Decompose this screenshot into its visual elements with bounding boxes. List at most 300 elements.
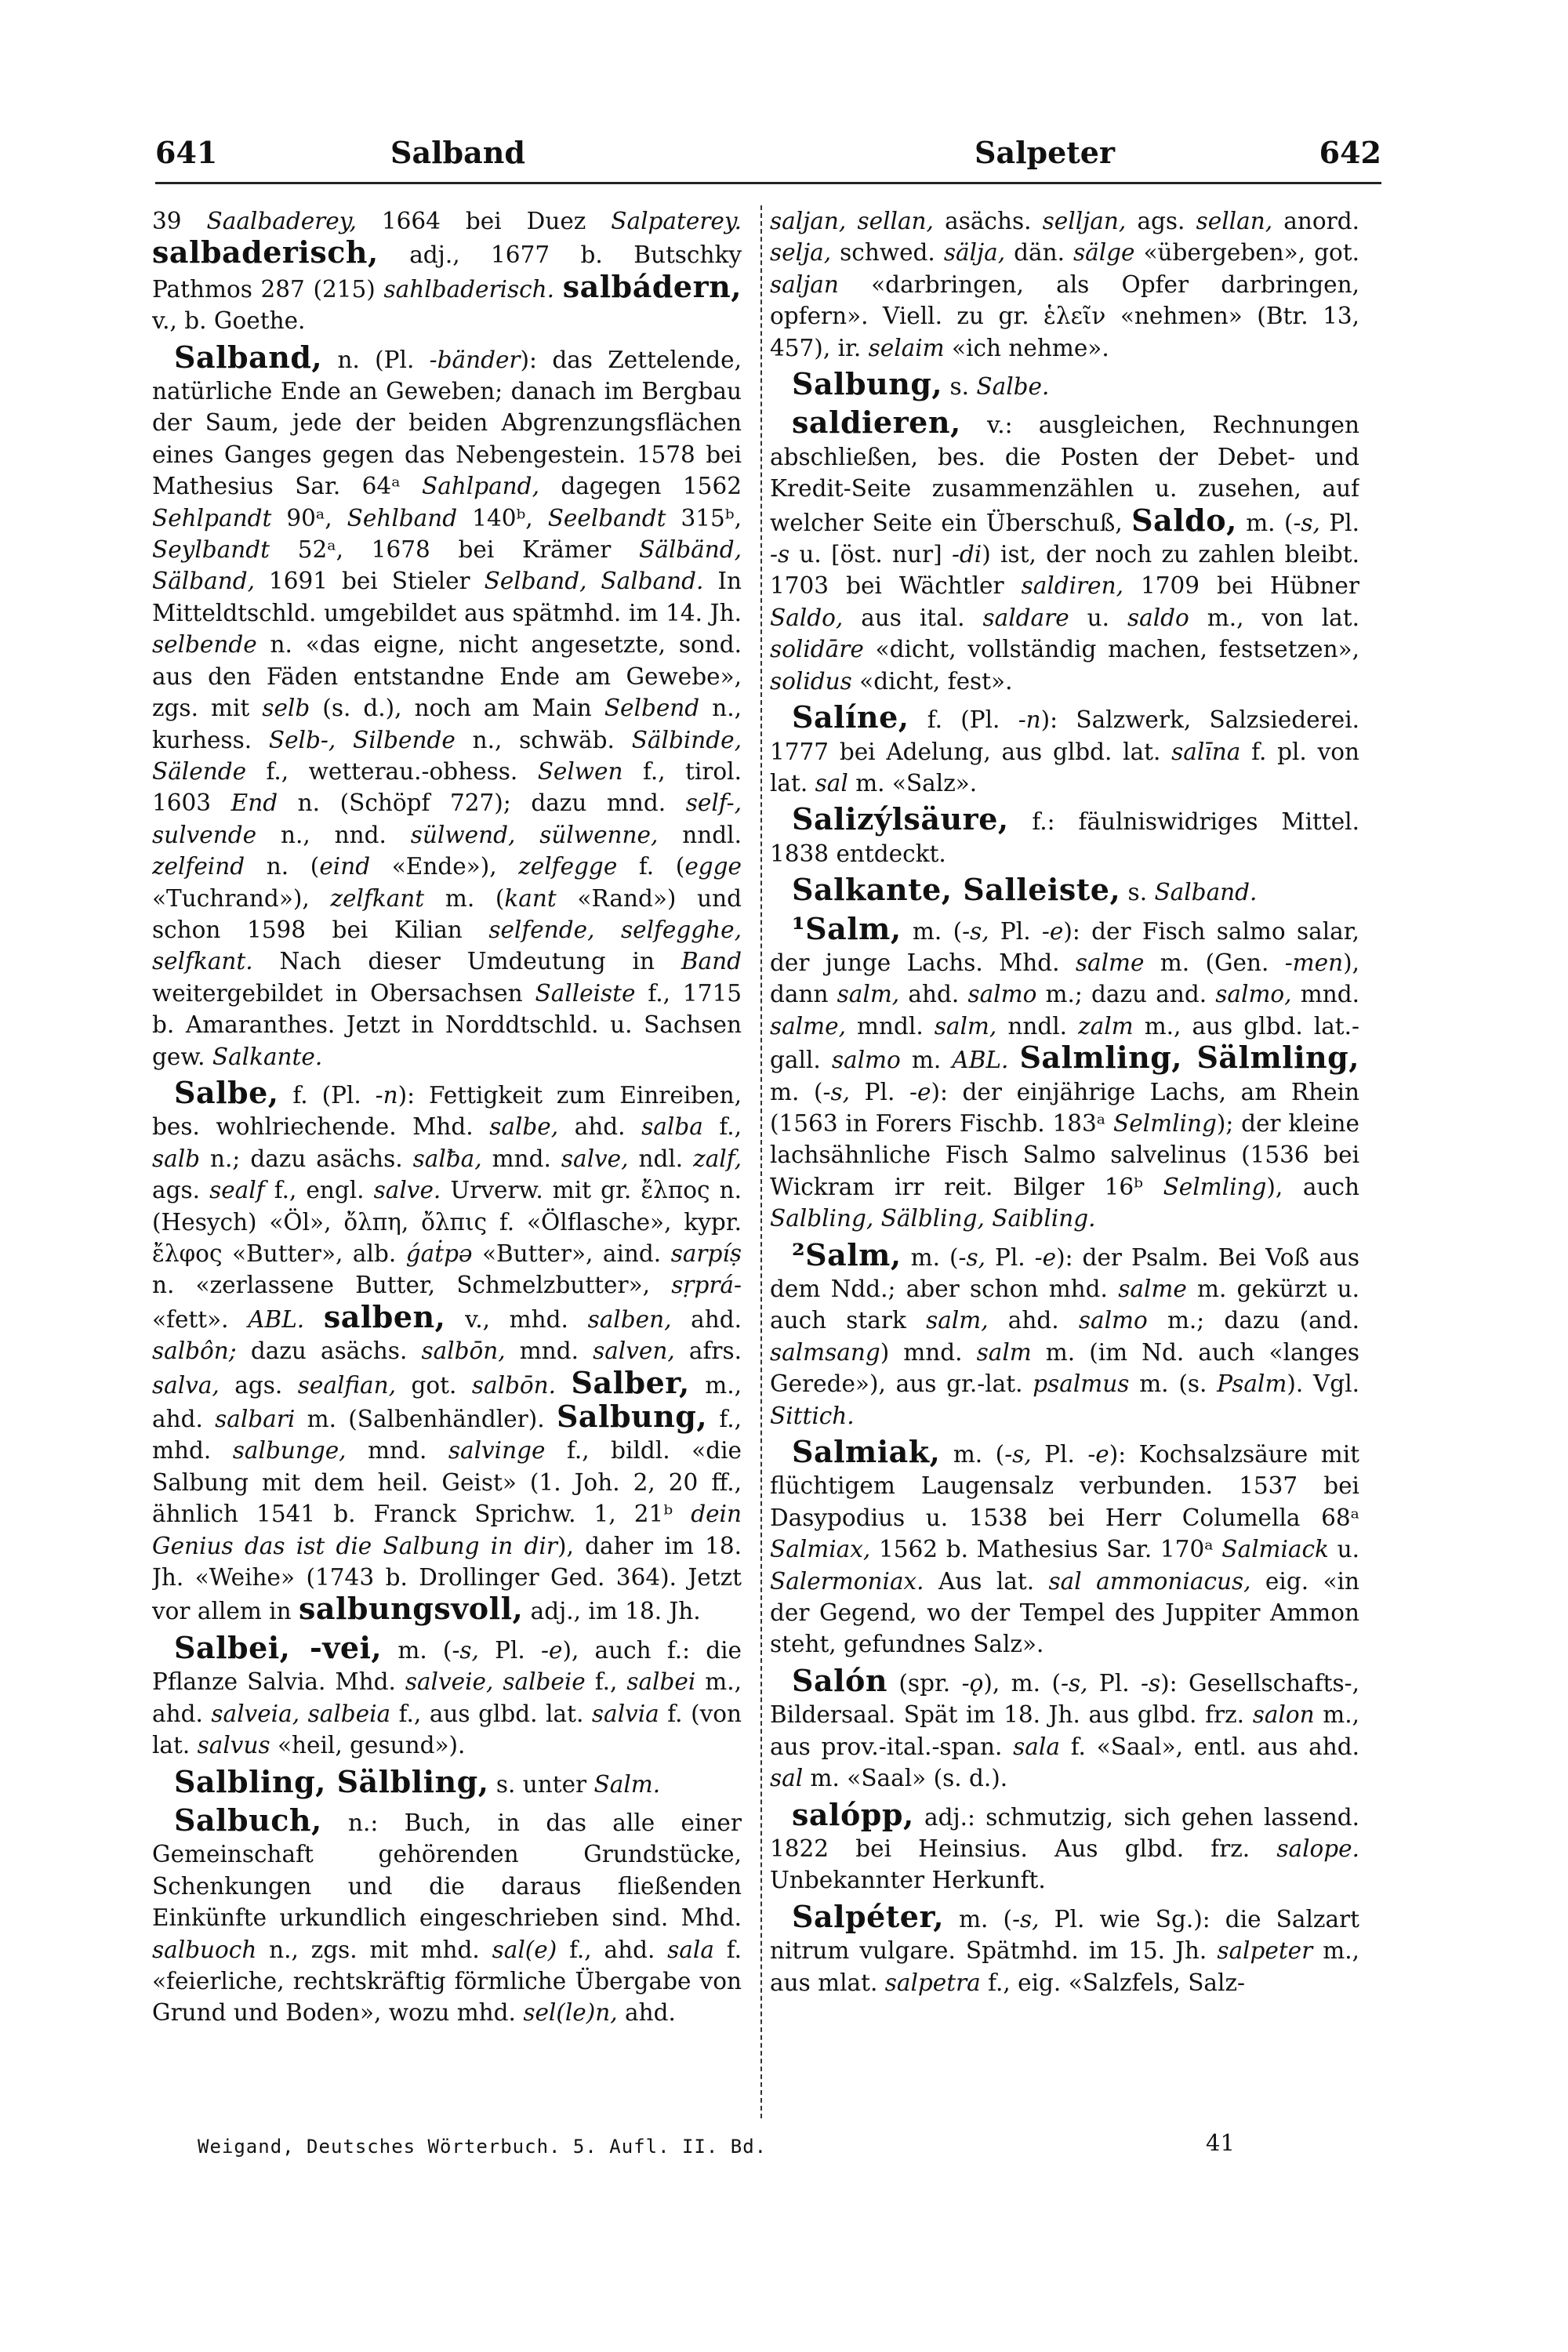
italic-text: salveia, salbeia <box>211 1700 391 1727</box>
italic-text: ǵaṫpə <box>405 1240 473 1267</box>
italic-text: Selmling <box>1113 1109 1217 1137</box>
headword: ¹Salm, <box>792 910 902 946</box>
italic-text: salm, <box>934 1012 997 1040</box>
entry-text: ), m. ( <box>983 1669 1061 1697</box>
italic-text: Selband, Salband. <box>484 568 704 595</box>
entry-text: v., mhd. <box>445 1305 588 1333</box>
dictionary-entry <box>770 1236 1359 1432</box>
headword: Salizýlsäure, <box>792 801 1009 837</box>
entry-text: ags. <box>1126 208 1196 234</box>
italic-text: salpetra <box>884 1969 981 1996</box>
italic-text: salve, <box>561 1145 629 1172</box>
italic-text: salme <box>1075 949 1145 976</box>
headword: Salbling, Sälbling, <box>174 1763 489 1799</box>
italic-text: egge <box>684 853 742 880</box>
dictionary-entry <box>152 1074 742 1628</box>
italic-text: self-, sulvende <box>152 789 742 848</box>
italic-text: kant <box>504 884 557 912</box>
right-page-number: 642 <box>1319 135 1381 170</box>
entry-text <box>1008 1047 1019 1073</box>
entry-text: Nach dieser Umdeutung in <box>252 948 681 975</box>
headword: salbaderisch, <box>152 234 379 270</box>
italic-text: salben, <box>587 1305 672 1333</box>
headword: Saldo, <box>1131 502 1237 538</box>
italic-text: saljan, sellan, <box>770 208 934 234</box>
italic-text: psalmus <box>1033 1370 1130 1398</box>
entry-text: «darbringen, als Opfer darbringen, opfern». Viell. zu gr. ἑλεῖν «nehmen» (Btr. 13, 457), ir. <box>770 270 1359 361</box>
italic-text: salbunge, <box>232 1437 347 1465</box>
italic-text: -s, <box>1060 1669 1088 1697</box>
italic-text: salƀa, <box>412 1145 482 1172</box>
entry-text: Pl. <box>985 1243 1035 1271</box>
italic-text: Psalm <box>1217 1370 1287 1398</box>
entry-text <box>556 1372 571 1399</box>
italic-text: salva, <box>152 1371 220 1399</box>
entry-text: m. <box>900 1047 953 1074</box>
italic-text: Sehlpandt <box>152 504 272 532</box>
entry-text: «Tuchrand»), <box>152 884 331 912</box>
italic-text: Salpaterey. <box>611 208 742 234</box>
entry-text: m., ahd. <box>152 1668 742 1727</box>
headword: Salkante, Salleiste, <box>792 872 1121 908</box>
entry-text: f. (Pl. <box>909 706 1018 734</box>
italic-text: Saalbaderey, <box>206 208 357 234</box>
italic-text: Salbling, Sälbling, Saibling. <box>770 1205 1096 1232</box>
entry-text: ags. <box>152 1177 210 1204</box>
entry-text: m., aus mlat. <box>770 1937 1359 1996</box>
entry-text: «Butter», aind. <box>472 1240 671 1267</box>
entry-text: m. ( <box>901 1243 959 1271</box>
italic-text: salbari <box>215 1406 296 1433</box>
entry-text: n., nnd. <box>256 821 411 848</box>
italic-text: -men <box>1284 949 1344 976</box>
entry-text: n., kurhess. <box>152 695 742 753</box>
entry-text: n. (Pl. <box>322 346 430 373</box>
italic-text: Salmiax, <box>770 1536 871 1563</box>
entry-text: ) ist, der noch zu zahlen bleibt. 1703 bei Wächtler <box>770 541 1359 600</box>
entry-text: Aus lat. <box>924 1567 1049 1595</box>
entry-text: In Mitteldtschld. umgebildet aus spätmhd. im 14. Jh. <box>152 568 742 626</box>
entry-text: Pl. <box>478 1636 541 1664</box>
left-column <box>152 205 742 2130</box>
headword: salben, <box>323 1298 446 1334</box>
italic-text: sṛprá- <box>671 1272 742 1299</box>
italic-text: -s, <box>1012 1905 1040 1933</box>
entry-text: f. ( <box>617 853 685 880</box>
entry-text: f., engl. <box>264 1177 374 1204</box>
entry-text: ); der kleine lachsähnliche Fisch Salmo salvelinus (1536 bei Wickram irr reit. Bilger 16ᵇ <box>770 1109 1359 1200</box>
entry-text: f. pl. von lat. <box>770 738 1359 797</box>
italic-text: ABL. <box>952 1047 1009 1074</box>
entry-text: nndl. <box>658 821 742 848</box>
italic-text: saldiren, <box>1021 572 1123 600</box>
entry-text: s. unter <box>488 1770 594 1798</box>
italic-text: salm <box>976 1338 1032 1366</box>
italic-text: solidus <box>770 667 852 695</box>
right-catchword: Salpeter <box>975 135 1115 170</box>
entry-text: m. ( <box>424 884 505 912</box>
italic-text: Salband. <box>1154 879 1258 906</box>
entry-text: f., aus glbd. lat. <box>390 1700 592 1727</box>
italic-text: salmo, <box>1215 981 1292 1008</box>
italic-text: -n <box>1018 706 1041 734</box>
entry-text: afrs. <box>674 1338 742 1365</box>
italic-text: -e <box>1034 1243 1057 1271</box>
headword: Salón <box>792 1662 887 1698</box>
italic-text: salmo <box>967 981 1037 1008</box>
entry-text: eig. «in der Gegend, wo der Tempel des Juppiter Ammon steht, gefundnes Salz». <box>770 1567 1359 1658</box>
entry-text: m. ( <box>943 1905 1013 1933</box>
italic-text: salb <box>152 1145 201 1172</box>
entry-text: f. (von lat. <box>152 1700 742 1759</box>
italic-text: -e <box>1041 917 1064 945</box>
entry-text: ): Gesellschafts-, Bildersaal. Spät im 18. Jh. aus glbd. frz. <box>770 1669 1359 1729</box>
italic-text: Band <box>681 948 742 975</box>
italic-text: salveie, salbeie <box>405 1668 586 1696</box>
headword: Salbung, <box>792 366 943 402</box>
italic-text: zalm <box>1078 1012 1134 1040</box>
entry-text: 140ᵇ, <box>457 504 548 532</box>
italic-text: Sälbinde, Sälende <box>152 726 742 785</box>
entry-text: n. (Schöpf 727); dazu mnd. <box>278 789 686 817</box>
entry-text: f., 1715 b. Amaranthes. Jetzt in Norddtschld. u. Sachsen gew. <box>152 979 742 1070</box>
entry-text: 1562 b. Mathesius Sar. 170ᵃ <box>870 1536 1222 1563</box>
italic-text: -bänder <box>429 346 521 373</box>
headword: Salbuch, <box>174 1802 322 1838</box>
italic-text: Selwen <box>537 757 623 785</box>
entry-text: 1691 bei Stieler <box>254 568 485 595</box>
entry-text: n.: Buch, in das alle einer Gemeinschaft gehörenden Grundstücke, Schenkungen und die daraus fließenden Einkünfte urkundlich eingeschrieben sind. Mhd. <box>152 1809 742 1932</box>
entry-text: m. (Salbenhändler). <box>295 1406 557 1433</box>
headword: Salbei, -vei, <box>174 1629 383 1665</box>
entry-text: 90ᵃ, <box>271 504 347 532</box>
italic-text: salbuoch <box>152 1936 257 1963</box>
italic-text: -s, <box>962 917 989 945</box>
headword: salbungsvoll, <box>298 1591 524 1627</box>
italic-text: Salleiste <box>535 979 636 1007</box>
entry-text: u. <box>1069 604 1127 631</box>
dictionary-entry <box>152 1802 742 2029</box>
italic-text: selja, <box>770 239 832 267</box>
entry-text: ), auch <box>1266 1173 1359 1200</box>
entry-text: m., ahd. <box>152 1371 742 1433</box>
italic-text: salm, <box>926 1307 989 1334</box>
headword: ²Salm, <box>792 1236 902 1272</box>
entry-text: v.: ausgleichen, Rechnungen abschließen, bes. die Posten der Debet- und Kredit-Seite zusammenzählen u. zusehen, auf welcher Seite ein Überschuß, <box>770 412 1359 536</box>
italic-text: saljan <box>770 270 839 298</box>
italic-text: -s, <box>1004 1441 1032 1468</box>
dictionary-entry <box>770 910 1359 1235</box>
italic-text: sal ammoniacus, <box>1048 1567 1251 1595</box>
italic-text: Salermoniax. <box>770 1567 924 1595</box>
italic-text: Selmling <box>1163 1173 1267 1200</box>
entry-text: Pl. <box>1319 509 1359 536</box>
entry-text: «heil, gesund»). <box>270 1732 466 1759</box>
italic-text: Selb-, Silbende <box>268 726 456 753</box>
entry-text: ), daher im 18. Jh. «Weihe» (1743 b. Drollinger Ged. 364). Jetzt vor allem in <box>152 1532 742 1625</box>
italic-text: zelfegge <box>518 853 618 880</box>
entry-text: m. ( <box>1236 509 1294 536</box>
italic-text: -e <box>1087 1441 1109 1468</box>
dictionary-entry <box>770 1898 1359 1998</box>
entry-text: m. gekürzt u. auch stark <box>770 1276 1359 1334</box>
italic-text: salme, <box>770 1012 846 1040</box>
italic-text: salvinge <box>448 1437 546 1465</box>
entry-text: dazu asächs. <box>236 1338 422 1365</box>
entry-text: (spr. <box>887 1669 962 1697</box>
entry-text: Unbekannter Herkunft. <box>770 1867 1046 1894</box>
entry-text: m. «Salz». <box>848 769 978 797</box>
entry-text: ahd. <box>558 1113 642 1141</box>
italic-text: Sahlpand, <box>421 473 539 500</box>
entry-text: mnd. <box>1291 981 1359 1008</box>
italic-text: salmo <box>831 1047 901 1074</box>
headword: Salband, <box>174 339 323 375</box>
headword: Salbe, <box>174 1074 279 1110</box>
entry-text: f., tirol. 1603 <box>152 757 742 817</box>
italic-text: Salmiack <box>1221 1536 1329 1563</box>
italic-text: salve. <box>373 1177 441 1204</box>
italic-text: salba <box>641 1113 703 1141</box>
entry-text: ): Salzwerk, Salzsiederei. 1777 bei Adelung, aus glbd. lat. <box>770 706 1359 765</box>
entry-text: 1709 bei Hübner <box>1123 572 1359 600</box>
entry-text: ): Fettigkeit zum Einreiben, bes. wohlriechende. Mhd. <box>152 1081 742 1141</box>
entry-text: «fett». <box>152 1305 249 1333</box>
headword: saldieren, <box>792 405 961 441</box>
entry-text: ) mnd. <box>880 1338 977 1366</box>
italic-text: sälge <box>1073 239 1135 267</box>
italic-text: -ǫ <box>961 1669 984 1697</box>
entry-text: v., b. Goethe. <box>152 307 306 335</box>
italic-text: selb <box>262 695 310 722</box>
entry-text: f., <box>702 1113 742 1141</box>
entry-text: «ich nehme». <box>944 334 1109 361</box>
entry-text: u. [öst. nur] <box>789 541 952 568</box>
italic-text: salpeter <box>1217 1937 1313 1965</box>
entry-text: m. ( <box>382 1636 452 1664</box>
entry-text <box>554 276 563 303</box>
entry-text: ndl. <box>628 1145 694 1172</box>
dictionary-entry <box>770 407 1359 697</box>
right-column <box>770 205 1359 2130</box>
italic-text: sellan, <box>1196 208 1273 234</box>
italic-text: salvus <box>197 1732 270 1759</box>
entry-text: f. (Pl. <box>278 1081 376 1109</box>
italic-text: salbōn. <box>471 1371 557 1399</box>
italic-text: -s, <box>1293 509 1320 536</box>
italic-text: -s, <box>452 1636 479 1664</box>
italic-text: salme <box>1118 1276 1187 1302</box>
entry-text: weitergebildet in Obersachsen <box>152 979 535 1007</box>
entry-text: mnd. <box>346 1437 448 1465</box>
entry-text: m. ( <box>901 917 963 945</box>
italic-text: Sittich. <box>770 1402 855 1429</box>
entry-text: adj., 1677 b. Butschky Pathmos 287 (215) <box>152 241 742 303</box>
entry-text: n. «das eigne, nicht angesetzte, sond. aus den Fäden entstandne Ende am Gewebe», zgs. mit <box>152 631 742 722</box>
entry-text: m. (s. <box>1129 1370 1218 1398</box>
dictionary-entry <box>152 1763 742 1800</box>
italic-text: -s, <box>958 1243 985 1271</box>
entry-text: schwed. <box>831 239 944 267</box>
italic-text: salbōn, <box>421 1338 506 1365</box>
entry-text: «übergeben», got. <box>1134 239 1359 267</box>
entry-text: mnd. <box>481 1145 561 1172</box>
entry-text: f.: fäulniswidriges Mittel. 1838 entdeckt. <box>770 808 1359 867</box>
entry-text: m. ( <box>770 1078 823 1105</box>
signature-mark: 41 <box>1206 2129 1235 2156</box>
italic-text: selaim <box>868 334 945 361</box>
headword: Salmling, Sälmling, <box>1019 1040 1359 1076</box>
column-divider <box>760 205 762 2118</box>
entry-text: n. «zerlassene Butter, Schmelzbutter», <box>152 1272 672 1299</box>
dictionary-entry <box>152 339 742 1073</box>
dictionary-entry <box>152 1629 742 1762</box>
italic-text: -s <box>1141 1669 1161 1697</box>
entry-text: «Rand») und schon 1598 bei Kilian <box>152 884 742 943</box>
entry-text: u. <box>1328 1536 1359 1563</box>
italic-text: -s, <box>822 1078 851 1105</box>
italic-text: eind <box>319 853 371 880</box>
entry-text: anord. <box>1272 208 1359 234</box>
entry-text: ): der einjährige Lachs, am Rhein (1563 in Forers Fischb. 183ᵃ <box>770 1078 1359 1137</box>
entry-text: nndl. <box>996 1012 1079 1040</box>
italic-text: zalf, <box>693 1145 742 1172</box>
entry-text: adj.: schmutzig, sich gehen lassend. 1822 bei Heinsius. Aus glbd. frz. <box>770 1803 1359 1862</box>
entry-text: m.; dazu (and. <box>1147 1307 1359 1334</box>
entry-text: m. «Saal» (s. d.). <box>803 1765 1008 1792</box>
italic-text: -e <box>541 1636 563 1664</box>
italic-text: sarpíṣ <box>670 1240 742 1267</box>
italic-text: -e <box>909 1078 931 1105</box>
italic-text: sahlbaderisch. <box>383 275 555 303</box>
dictionary-entry <box>770 368 1359 402</box>
dictionary-entry <box>770 699 1359 799</box>
italic-text: salope. <box>1276 1835 1359 1862</box>
dictionary-entry <box>770 874 1359 908</box>
italic-text: salmsang <box>770 1338 880 1366</box>
entry-text: f., mhd. <box>152 1406 742 1465</box>
entry-text: Pl. <box>850 1078 909 1105</box>
entry-text: adj., im 18. Jh. <box>523 1598 701 1625</box>
entry-text: ): das Zettelende, natürliche Ende an Geweben; danach im Bergbau der Saum, jede der beiden Abgrenzungsflächen eines Ganges gegen das Nebengestein. 1578 bei Mathesius Sar. 64ᵃ <box>152 346 742 500</box>
italic-text: salbôn; <box>152 1338 237 1365</box>
italic-text: salīna <box>1171 738 1241 765</box>
entry-text: m., von lat. <box>1189 604 1359 631</box>
entry-text: s. <box>1120 879 1155 906</box>
italic-text: dein Genius das ist die Salbung in dir <box>152 1501 742 1559</box>
entry-text: f. «feierliche, rechtskräftig förmliche Übergabe von Grund und Boden», wozu mhd. <box>152 1936 742 2027</box>
italic-text: sel(le)n, <box>523 1999 618 2027</box>
entry-text: f., wetterau.-obhess. <box>246 757 538 785</box>
left-catchword: Salband <box>390 135 525 170</box>
left-page-number: 641 <box>155 135 218 170</box>
italic-text: selljan, <box>1042 208 1127 234</box>
entry-text: 52ᵃ, 1678 bei Krämer <box>269 536 640 564</box>
entry-text: ags. <box>219 1371 298 1399</box>
entry-text: n., zgs. mit mhd. <box>256 1936 492 1963</box>
entry-text: f., eig. «Salzfels, Salz- <box>980 1969 1245 1996</box>
italic-text: salbei <box>626 1668 696 1696</box>
entry-text: m. ( <box>940 1441 1005 1468</box>
entry-text: m., aus prov.-ital.-span. <box>770 1701 1359 1760</box>
imprint-footer: Weigand, Deutsches Wörterbuch. 5. Aufl. II. Bd. <box>198 2136 768 2158</box>
italic-text: selfende, selfegghe, selfkant. <box>152 916 742 975</box>
entry-text: ), dann <box>770 949 1359 1008</box>
italic-text: -di <box>951 541 982 568</box>
italic-text: End <box>230 789 278 817</box>
italic-text: Salbe. <box>976 373 1050 401</box>
italic-text: Saldo, <box>770 604 844 631</box>
italic-text: sälja, <box>943 239 1006 267</box>
italic-text: solidāre <box>770 636 864 663</box>
entry-text: m.; dazu and. <box>1036 981 1216 1008</box>
entry-text: mnd. <box>505 1338 593 1365</box>
entry-text: ahd. <box>617 1999 676 2027</box>
entry-text: dän. <box>1005 239 1073 267</box>
running-header <box>155 132 1381 184</box>
italic-text: salmo <box>1078 1307 1148 1334</box>
headword: Salpéter, <box>792 1898 944 1934</box>
headword: salbádern, <box>562 268 742 304</box>
entry-text: ahd. <box>899 981 968 1008</box>
italic-text: salvia <box>591 1700 659 1727</box>
dictionary-entry <box>770 1796 1359 1896</box>
entry-continuation <box>152 205 742 337</box>
entry-text: Urverw. mit gr. ἔλπος n. (Hesych) «Öl», ὄλπη, ὄλπις f. «Ölflasche», kypr. ἔλφος «Butter», alb. <box>152 1177 742 1267</box>
italic-text: salm, <box>837 981 900 1008</box>
entry-text: dagegen 1562 <box>539 473 742 500</box>
italic-text: Sälbänd, Sälband, <box>152 536 742 595</box>
italic-text: zelfkant <box>330 884 425 912</box>
entry-text: ): Kochsalzsäure mit flüchtigem Laugensalz verbunden. 1537 bei Dasypodius u. 1538 bei Herr Columella 68ᵃ <box>770 1441 1359 1531</box>
italic-text: sala <box>1013 1733 1060 1760</box>
entry-text: s. <box>942 373 977 401</box>
dictionary-entry <box>770 1662 1359 1795</box>
italic-text: sal(e) <box>492 1936 557 1963</box>
headword: salópp, <box>792 1796 914 1832</box>
entry-continuation <box>770 205 1359 364</box>
entry-text: ), auch f.: die Pflanze Salvia. Mhd. <box>152 1636 742 1696</box>
italic-text: Seelbandt <box>547 504 666 532</box>
italic-text: selbende <box>152 631 257 659</box>
entry-text: ): der Psalm. Bei Voß aus dem Ndd.; aber schon mhd. <box>770 1243 1359 1302</box>
entry-text: 39 <box>152 208 207 234</box>
italic-text: sülwend, sülwenne, <box>410 821 659 848</box>
headword: Salbung, <box>556 1399 708 1435</box>
italic-text: ABL. <box>248 1305 305 1333</box>
italic-text: Selbend <box>604 695 700 722</box>
entry-text <box>304 1306 324 1333</box>
entry-text: Pl. <box>1031 1441 1088 1468</box>
italic-text: Salm. <box>593 1770 661 1798</box>
entry-text: 315ᵇ, <box>666 504 742 532</box>
entry-text: «dicht, fest». <box>851 667 1013 695</box>
italic-text: salon <box>1252 1701 1315 1729</box>
headword: Salmiak, <box>792 1434 941 1470</box>
italic-text: salbe, <box>489 1113 559 1141</box>
entry-text: Pl. <box>989 917 1042 945</box>
entry-text: m., aus glbd. lat.-gall. <box>770 1012 1359 1074</box>
entry-text: ahd. <box>671 1305 742 1333</box>
italic-text: Salkante. <box>212 1043 323 1070</box>
entry-text: «dicht, vollständig machen, festsetzen», <box>863 636 1359 663</box>
dictionary-entry <box>770 801 1359 869</box>
headword: Salíne, <box>792 699 909 735</box>
entry-text: n.; dazu asächs. <box>200 1145 413 1172</box>
entry-text: m. (Gen. <box>1144 949 1285 976</box>
entry-text: aus ital. <box>843 604 983 631</box>
italic-text: zelfeind <box>152 853 245 880</box>
